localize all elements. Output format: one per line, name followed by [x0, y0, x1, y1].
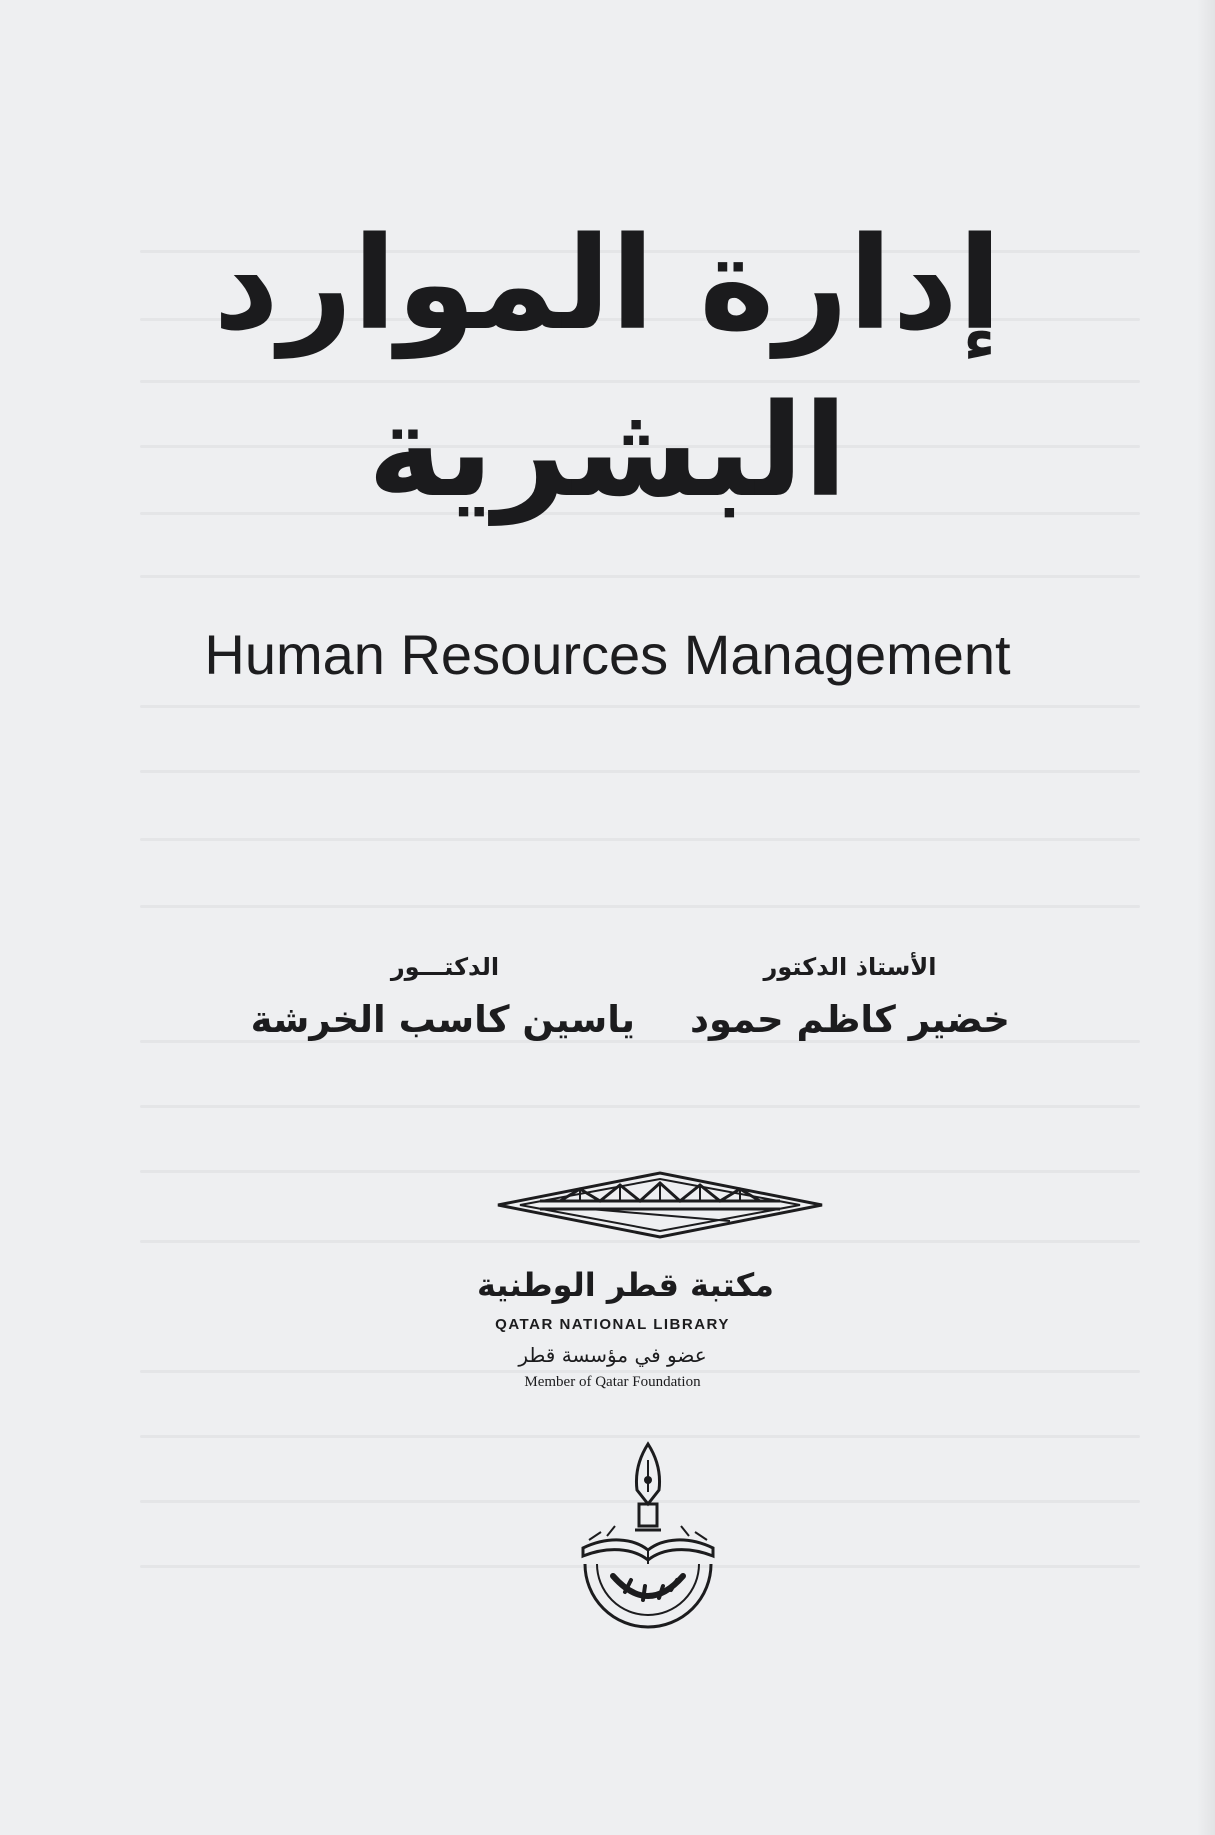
- library-emblem-icon: [490, 1165, 830, 1245]
- bleed-through-line: [140, 575, 1140, 578]
- bleed-through-line: [140, 1435, 1140, 1438]
- library-member-english: Member of Qatar Foundation: [524, 1374, 701, 1390]
- bleed-through-line: [140, 1105, 1140, 1108]
- library-name-english: QATAR NATIONAL LIBRARY: [495, 1316, 730, 1333]
- bleed-through-line: [140, 838, 1140, 841]
- library-member-arabic: عضو في مؤسسة قطر: [518, 1343, 707, 1367]
- author-2-role: الدكتـــور: [390, 953, 500, 981]
- author-2-name: ياسين كاسب الخرشة: [250, 998, 635, 1041]
- author-1-role: الأستاذ الدكتور: [763, 953, 937, 981]
- bleed-through-line: [140, 905, 1140, 908]
- book-title-english: Human Resources Management: [204, 623, 1011, 686]
- bleed-through-line: [140, 705, 1140, 708]
- author-1-name: خضير كاظم حمود: [690, 998, 1010, 1041]
- library-name-arabic: مكتبة قطر الوطنية: [477, 1266, 774, 1304]
- book-title-line-1: إدارة الموارد: [213, 210, 1002, 359]
- book-title-line-2: البشرية: [367, 377, 848, 526]
- publisher-logo-icon: [573, 1440, 723, 1640]
- author-block-1: [680, 950, 1020, 1048]
- author-block-2: [250, 950, 635, 1048]
- bleed-through-line: [140, 770, 1140, 773]
